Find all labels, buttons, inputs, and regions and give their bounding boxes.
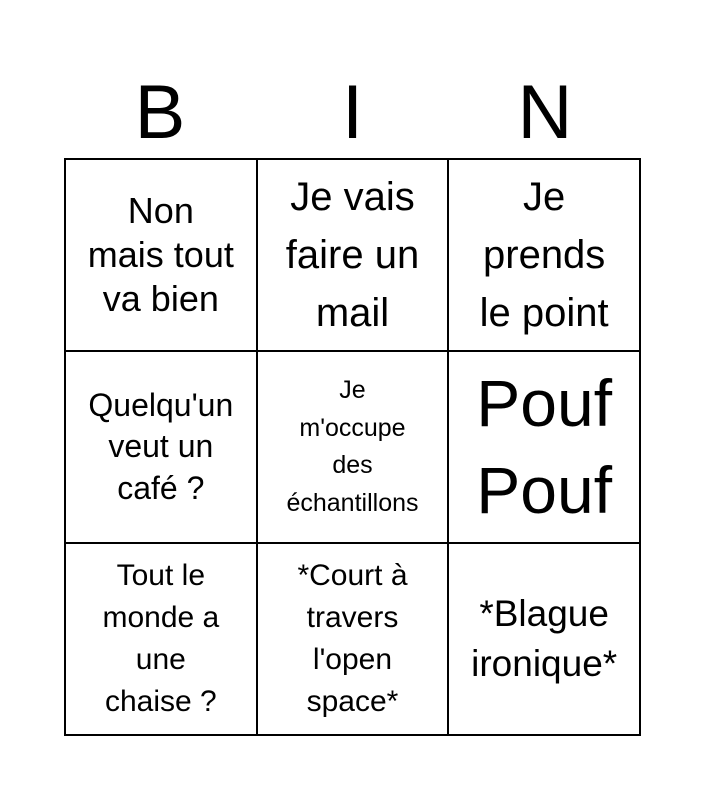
header-letter-b: B (134, 70, 186, 155)
bingo-header (64, 68, 641, 158)
bingo-cell[interactable] (66, 160, 258, 352)
header-letter-n: N (517, 70, 573, 155)
bingo-cell-text: Je vais faire un mail (285, 175, 420, 335)
bingo-cell[interactable] (66, 544, 258, 736)
bingo-cell[interactable] (258, 544, 450, 736)
bingo-cell-text: Pouf Pouf (476, 365, 613, 527)
bingo-cell[interactable] (449, 544, 641, 736)
bingo-cell-text: Je m'occupe des échantillons (286, 376, 419, 517)
bingo-cell[interactable] (258, 352, 450, 544)
bingo-cell[interactable] (449, 160, 641, 352)
bingo-cell-text: Non mais tout va bien (87, 190, 234, 319)
bingo-cell-text: Quelqu'un veut un café ? (88, 386, 234, 506)
bingo-cell[interactable] (449, 352, 641, 544)
bingo-grid (64, 158, 641, 736)
header-letter-i: I (341, 70, 364, 155)
bingo-cell-text: Tout le monde a une chaise ? (102, 559, 220, 718)
bingo-cell[interactable] (66, 352, 258, 544)
bingo-cell-text: *Blague ironique* (471, 593, 618, 684)
bingo-cell[interactable] (258, 160, 450, 352)
bingo-cell-text: Je prends le point (479, 175, 609, 335)
bingo-cell-text: *Court à travers l'open space* (297, 559, 408, 718)
